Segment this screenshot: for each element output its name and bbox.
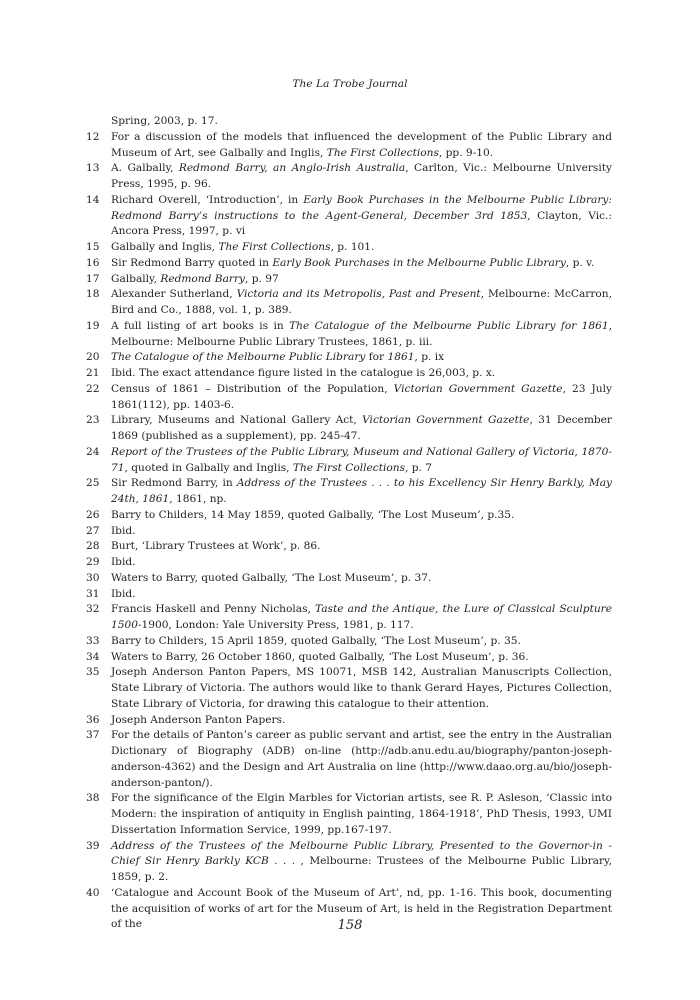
endnote-number: 17 [86, 272, 100, 285]
endnote-text: Sir Redmond Barry, in [111, 477, 237, 490]
endnote-number: 25 [86, 477, 100, 490]
endnote-number: 26 [86, 508, 100, 521]
endnote-number: 22 [86, 382, 100, 395]
endnote-number: 36 [86, 713, 100, 726]
endnotes-list [86, 114, 612, 933]
endnote-17 [86, 272, 612, 288]
endnote-38 [86, 791, 612, 838]
endnote-text: A full listing of art books is in [111, 319, 290, 332]
endnote-text: A. Galbally, [111, 162, 179, 175]
endnote-35 [86, 665, 612, 712]
endnote-number: 38 [86, 792, 100, 805]
endnote-text: , Melbourne: Melbourne Public Library Trustees, 1861, p. iii. [111, 319, 612, 348]
endnote-number: 24 [86, 445, 100, 458]
endnote-italic-text: The First Collections [326, 146, 439, 159]
endnote-italic-text: Victoria and its Metropolis, Past and Present [236, 288, 481, 301]
endnote-italic-text: The First Collections [218, 241, 331, 253]
endnote-text: , pp. 9-10. [438, 146, 494, 159]
endnote-31 [86, 587, 612, 603]
endnote-text: For the significance of the Elgin Marbles for Victorian artists, see R. P. Asleson, ‘Classic into Modern: the inspiration of antiquity in English painting, 1864-1918’, PhD Thesis, 1993, UMI Dissertation Information Service, 1999, pp.167-197. [111, 792, 612, 836]
endnote-number: 29 [86, 556, 100, 568]
endnote-text: , 23 July 1861(112), pp. 1403-6. [111, 382, 612, 411]
endnote-12 [86, 130, 612, 162]
endnote-21 [86, 366, 612, 382]
endnote-italic-text: 1861 [387, 351, 415, 364]
endnote-text: , p. ix [414, 351, 445, 364]
endnote-number: 28 [86, 540, 100, 553]
endnote-italic-text: Victorian Government Gazette [362, 414, 530, 427]
endnote-number: 34 [86, 650, 100, 663]
endnote-33 [86, 634, 612, 650]
endnote-italic-text: Address of the Trustees . . . to his Excellency Sir Henry Barkly, May 24th, 1861, [111, 477, 613, 505]
endnote-number: 20 [86, 351, 100, 364]
endnote-italic-text: Victorian Government Gazette [393, 382, 563, 395]
endnote-39 [86, 839, 612, 886]
endnote-text: Alexander Sutherland, [111, 288, 237, 301]
endnote-text: Ibid. The exact attendance figure listed in the catalogue is 26,003, p. x. [111, 367, 496, 379]
endnote-number: 23 [86, 414, 100, 427]
endnote-14 [86, 193, 612, 240]
endnote-26 [86, 508, 612, 524]
endnote-italic-text: Address of the Trustees of the Melbourne Public Library, Presented to the Governor-in -Chief Sir Henry Barkly KCB . . . [111, 839, 612, 868]
endnote-text: Richard Overell, ‘Introduction’, in [111, 193, 304, 206]
endnote-number: 35 [86, 666, 100, 679]
endnote-25 [86, 476, 612, 508]
endnote-text: For the details of Panton’s career as public servant and artist, see the entry in the Australian Dictionary of Biography (ADB) on-line (http://adb.anu.edu.au/biography/panton-joseph-anderson-4362) and the Design and Art Australia on line (http://www.daao.org.au/bio/joseph-anderson-panton/). [111, 729, 612, 789]
endnote-37 [86, 728, 612, 791]
endnote-text: Spring, 2003, p. 17. [111, 115, 218, 127]
endnote-28 [86, 539, 612, 555]
endnote-italic-text: Report of the Trustees of the Public Library, Museum and National Gallery of Victoria [111, 445, 575, 458]
endnote-29 [86, 555, 612, 571]
endnote-text: Francis Haskell and Penny Nicholas, [111, 603, 315, 616]
endnote-text: p. 7 [408, 461, 433, 474]
endnote-number: 14 [86, 193, 100, 206]
endnote-italic-text: Taste and the Antique, the Lure of Classical Sculpture 1500- [111, 603, 612, 631]
endnote-text: , p. 97 [245, 272, 279, 285]
endnote-text: Waters to Barry, 26 October 1860, quoted Galbally, ‘The Lost Museum’, p. 36. [111, 650, 529, 663]
endnote-15 [86, 240, 612, 256]
endnote-number: 12 [86, 130, 100, 143]
endnote-19 [86, 319, 612, 351]
endnote-text: Library, Museums and National Gallery Act, [111, 414, 363, 427]
endnote-text: , 31 December 1869 (published as a supplement), pp. 245-47. [111, 414, 612, 442]
endnote-number: 33 [86, 634, 100, 647]
endnote-italic-text: The Catalogue of the Melbourne Public Library [111, 351, 366, 364]
endnote-24 [86, 445, 612, 477]
endnote-number: 39 [86, 839, 100, 852]
endnote-number: 32 [86, 603, 100, 616]
endnote-text: , quoted in Galbally and Inglis, [124, 461, 293, 474]
endnote-32 [86, 602, 612, 634]
endnote-text: Galbally and Inglis, [111, 241, 219, 253]
endnote-text: Galbally, [111, 272, 161, 285]
endnote-number: 30 [86, 571, 100, 584]
endnote-text: , Carlton, Vic.: Melbourne University Press, 1995, p. 96. [111, 162, 612, 190]
endnote-text: Ibid. [111, 556, 136, 568]
endnote-number: 21 [86, 367, 100, 379]
running-head: The La Trobe Journal [292, 78, 408, 90]
endnote-34 [86, 650, 612, 666]
endnote-number: 19 [86, 319, 100, 332]
endnote-number: 27 [86, 524, 100, 537]
endnote-text: Ibid. [111, 587, 136, 600]
page-number: 158 [337, 918, 363, 933]
endnote-text: for [365, 351, 388, 364]
endnote-number: 40 [86, 886, 100, 899]
endnote-text: , Clayton, Vic.: Ancora Press, 1997, p. vi [111, 209, 612, 238]
endnote-text: Joseph Anderson Panton Papers, MS 10071, MSB 142, Australian Manuscripts Collection, State Library of Victoria. The authors would like to thank Gerard Hayes, Pictures Collection, State Library of Victoria, for drawing this catalogue to their attention. [111, 666, 612, 710]
endnote-text: ‘Catalogue and Account Book of the Museum of Art’, nd, pp. 1-16. This book, documenting the acquisition of works of art for the Museum of Art, is held in the Registration Department of the [111, 886, 612, 931]
endnote-italic-text: The Catalogue of the Melbourne Public Library for 1861 [289, 319, 609, 332]
endnote-text: Ibid. [111, 524, 136, 537]
endnote-text: Waters to Barry, quoted Galbally, ‘The Lost Museum’, p. 37. [111, 571, 432, 584]
endnote-22 [86, 382, 612, 414]
endnote-18 [86, 287, 612, 319]
endnote-italic-text: Redmond Barry, an Anglo-Irish Australia [178, 162, 406, 175]
endnote-text: Joseph Anderson Panton Papers. [111, 713, 286, 726]
endnote-36 [86, 713, 612, 729]
endnote-italic-text: Early Book Purchases in the Melbourne Public Library: Redmond Barry’s instructions to the Agent-General, December 3rd 1853 [111, 193, 612, 222]
endnote-number: 31 [86, 587, 100, 600]
endnote-text: Barry to Childers, 14 May 1859, quoted Galbally, ‘The Lost Museum’, p.35. [111, 508, 515, 521]
endnote-italic-text: Early Book Purchases in the Melbourne Public Library [272, 256, 566, 269]
endnote-text: 1861, np. [172, 493, 227, 505]
endnote-italic-text: Redmond Barry [160, 272, 245, 285]
endnote-16 [86, 256, 612, 272]
endnote-13 [86, 161, 612, 193]
endnote-23 [86, 413, 612, 445]
endnote-number: 15 [86, 241, 100, 253]
endnote-italic-text: The First Collections, [292, 461, 409, 474]
endnote-number: 16 [86, 256, 100, 269]
endnote-text: Sir Redmond Barry quoted in [111, 256, 273, 269]
endnote-number: 37 [86, 729, 100, 742]
endnote-text: , Melbourne: McCarron, Bird and Co., 1888, vol. 1, p. 389. [111, 288, 612, 316]
endnote-number: 18 [86, 288, 100, 301]
endnote-text: Census of 1861 – Distribution of the Population, [111, 382, 394, 395]
endnote-27 [86, 524, 612, 540]
endnote-text: 1900, London: Yale University Press, 1981, p. 117. [141, 619, 414, 631]
endnote-text: , p. 101. [330, 241, 375, 253]
endnote-20 [86, 350, 612, 366]
endnote-text: Barry to Childers, 15 April 1859, quoted Galbally, ‘The Lost Museum’, p. 35. [111, 634, 521, 647]
endnote-text: , p. v. [565, 256, 595, 269]
endnote-text: Burt, ‘Library Trustees at Work’, p. 86. [111, 540, 321, 553]
endnote-30 [86, 571, 612, 587]
endnote-text: , Melbourne: Trustees of the Melbourne Public Library, 1859, p. 2. [111, 855, 612, 883]
endnote-text: For a discussion of the models that influenced the development of the Public Library and Museum of Art, see Galbally and Inglis, [111, 130, 612, 159]
endnote-italic-text: 1870-71 [111, 445, 612, 474]
endnote-text: , [574, 445, 582, 458]
endnote-number: 13 [86, 162, 100, 175]
endnote-continuation [86, 114, 612, 130]
